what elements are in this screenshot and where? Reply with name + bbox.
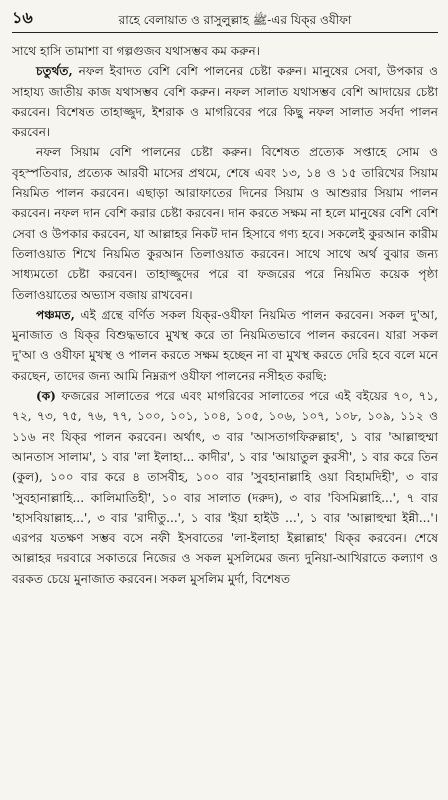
running-title: রাহে বেলায়াত ও রাসুলুল্লাহ ﷺ-এর যিক্‌র ওযীফা — [118, 13, 352, 27]
paragraph — [12, 61, 438, 142]
paragraph-text: সাথে হাসি তামাশা বা গল্পগুজব যথাসম্ভব কম করুন। — [12, 44, 260, 58]
paragraph-text: নফল ইবাদত বেশি বেশি পালনের চেষ্টা করুন। মানুষের সেবা, উপকার ও সাহায্য জাতীয় কাজ যথাসম্ভব বেশি করুন। নফল সালাত যথাসম্ভব বেশি আদায়ের চেষ্টা করবেন। বিশেষত তাহাজ্জুদ, ইশরাক ও মাগরিবের পরে কিছু নফল সালাত সর্বদা পালন করবেন। — [12, 64, 438, 140]
page-number: ১৬ — [12, 8, 33, 27]
paragraph — [12, 386, 438, 589]
paragraph-label: চতুর্থত, — [36, 64, 73, 79]
paragraph-text: এই গ্রন্থে বর্ণিত সকল যিক্‌র-ওযীফা নিয়মিত পালন করবেন। সকল দু'আ, মুনাজাত ও যিক্‌র বিশুদ্ধভাবে মুখস্থ করে তা নিয়মিতভাবে পালন করবেন। যারা সকল দু'আ ও ওযীফা মুখস্থ ও পালন করতে সক্ষম হচ্ছেন না বা মুখস্থ করতে দেরি হবে বলে মনে করছেন, তাদের জন্য আমি নিম্নরূপ ওযীফা পালনের নসীহত করছি: — [12, 307, 438, 383]
paragraph-text: ফজরের সালাতের পরে এবং মাগরিবের সালাতের পরে এই বইয়ের ৭০, ৭১, ৭২, ৭৩, ৭৫, ৭৬, ৭৭, ১০০, ১০১, ১০৪, ১০৫, ১০৬, ১০৭, ১০৮, ১০৯, ১১২ ও ১১৬ নং যিক্‌র পালন করবেন। অর্থাৎ, ৩ বার 'আসতাগফিরুল্লাহ', ১ বার 'আল্লাহুম্মা আনতাস সালাম', ১ বার 'লা ইলাহা... কাদীর', ১ বার 'আয়াতুল কুরসী', ১ বার করে তিন (কুল), ১০০ বার করে ৪ তাসবীহ, ১০০ বার 'সুবহানাল্লাহি ওয়া বিহামদিহী', ৩ বার 'সুবহানাল্লাহি... কালিমাতিহী', ১০ বার সালাত (দরুদ), ৩ বার 'বিসমিল্লাহি...', ৭ বার 'হাসবিয়াল্লাহ...', ৩ বার 'রাদীতু...', ১ বার 'ইয়া হাইউ ...', ১ বার 'আল্লাহুম্মা ইন্নী...'। এরপর যতক্ষণ সম্ভব বসে নফী ইসবাতের 'লা-ইলাহা ইল্লাল্লাহ' যিক্‌র করবেন। শেষে আল্লাহর দরবারে সকাতরে নিজের ও সকল মুসলিমের জন্য দুনিয়া-আখিরাতে কল্যাণ ও বরকত চেয়ে মুনাজাত করবেন। সকল মুসলিম মুর্দা, বিশেষত — [12, 389, 438, 586]
paragraph-text: নফল সিয়াম বেশি পালনের চেষ্টা করুন। বিশেষত প্রত্যেক সপ্তাহে সোম ও বৃহস্পতিবার, প্রত্যেক আরবী মাসের প্রথমে, শেষে এবং ১৩, ১৪ ও ১৫ তারিখের সিয়াম নিয়মিত পালন করবেন। এছাড়া আরাফাতের দিনের সিয়াম ও আশুরার সিয়াম পালন করবেন। নফল দান বেশি করার চেষ্টা করবেন। দান করতে সক্ষম না হলে মানুষের বেশি বেশি সেবা ও উপকার করবেন, যা আল্লাহর নিকট দান হিসাবে গণ্য হবে। সকলেই কুরআন কারীম তিলাওয়াত শিখে নিয়মিত কুরআন তিলাওয়াত করবেন। সাথে সাথে অর্থ বুঝার জন্য সাধ্যমতো চেষ্টা করবেন। তাহাজ্জুদের পরে বা ফজরের পরে নিয়মিত কয়েক পৃষ্ঠা তিলাওয়াতের অভ্যাস বজায় রাখবেন। — [12, 145, 438, 302]
page-header — [12, 6, 438, 33]
paragraph-label: (ক) — [36, 389, 56, 404]
paragraph — [12, 41, 438, 61]
paragraph-label: পঞ্চমত, — [36, 307, 75, 322]
body-text — [12, 41, 438, 589]
paragraph — [12, 305, 438, 386]
paragraph — [12, 142, 438, 304]
